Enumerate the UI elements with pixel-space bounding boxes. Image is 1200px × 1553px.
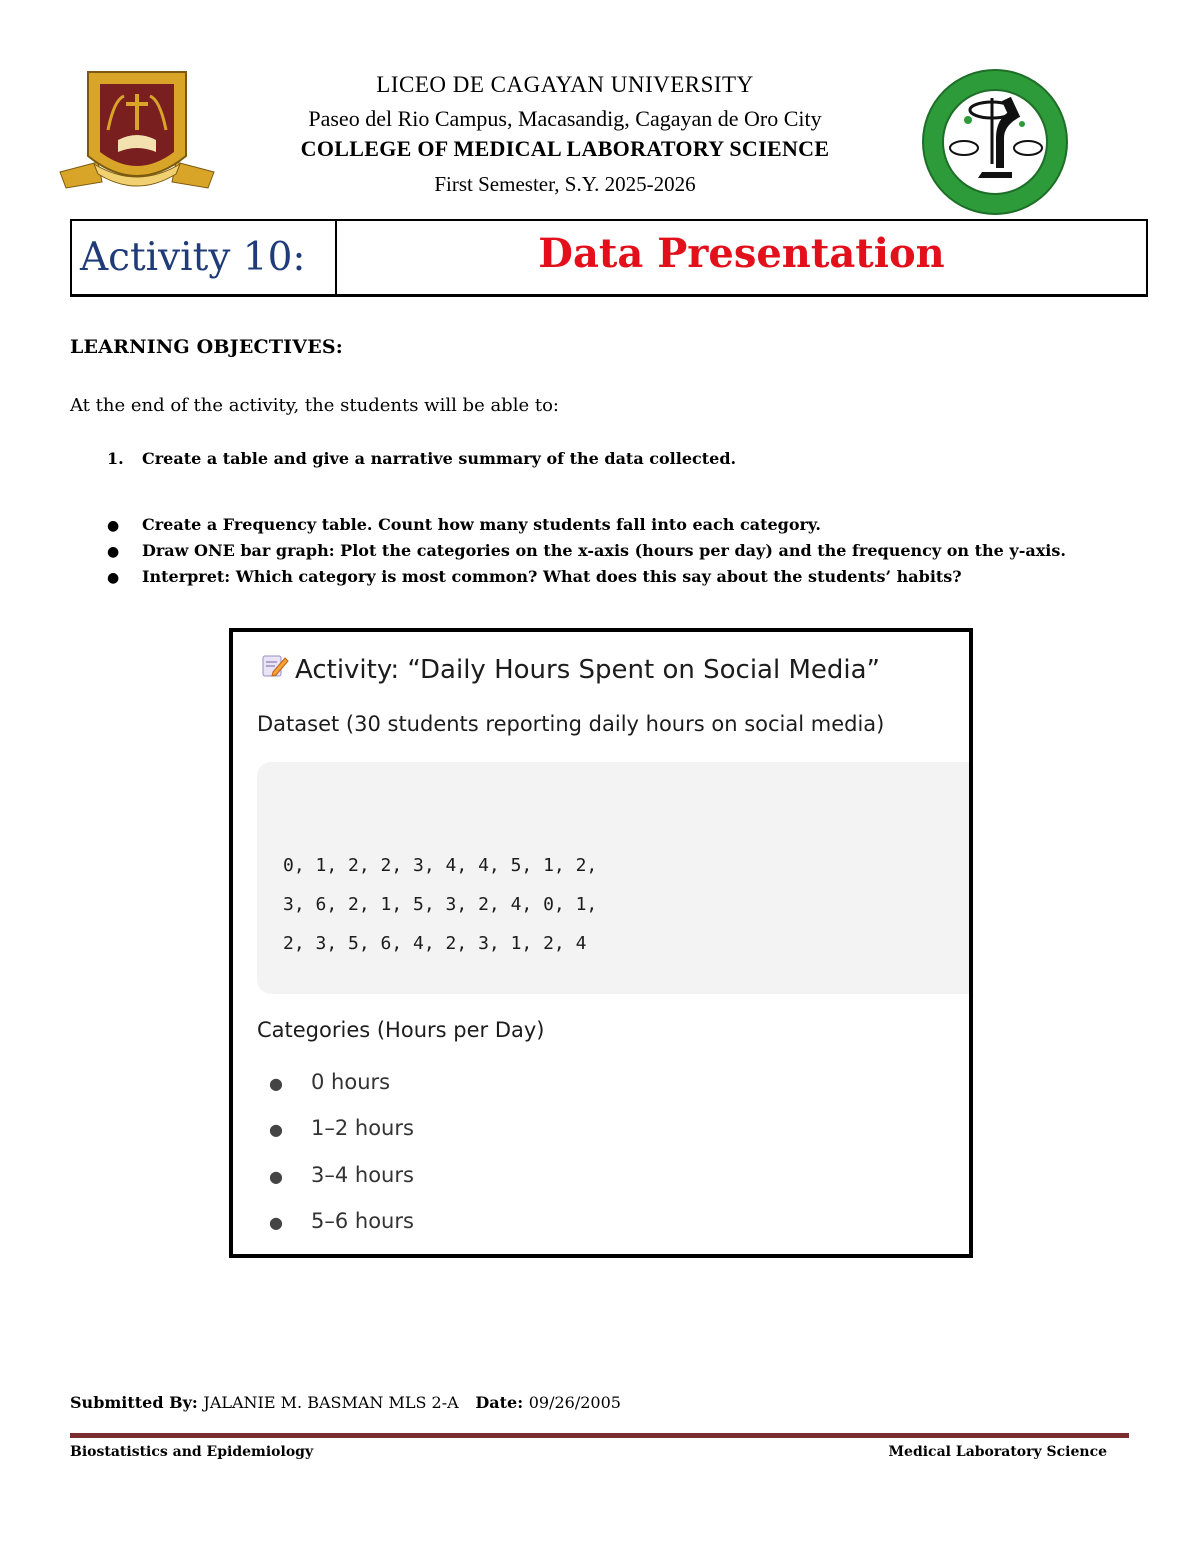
university-seal-logo — [58, 70, 216, 198]
semester-label: First Semester, S.Y. 2025-2026 — [434, 172, 696, 196]
screenshot-title-text: Activity: “Daily Hours Spent on Social Media” — [295, 655, 881, 685]
bullet-item — [107, 567, 1066, 593]
objectives-intro: At the end of the activity, the students will be able to: — [70, 395, 559, 416]
submission-date: 09/26/2005 — [528, 1393, 621, 1412]
objective-bullets — [107, 515, 1066, 593]
university-name: LICEO DE CAGAYAN UNIVERSITY — [376, 72, 754, 97]
college-name: COLLEGE OF MEDICAL LABORATORY SCIENCE — [300, 136, 830, 161]
campus-address: Paseo del Rio Campus, Macasandig, Cagayan de Oro City — [308, 106, 822, 131]
memo-pencil-icon — [261, 652, 295, 685]
bullet-text: Create a Frequency table. Count how many students fall into each category. — [142, 515, 821, 534]
data-line: 2, 3, 5, 6, 4, 2, 3, 1, 2, 4 — [283, 933, 587, 954]
dataset-code-block — [257, 762, 973, 994]
bullet-icon: ● — [269, 1167, 283, 1186]
objective-text: Create a table and give a narrative summary of the data collected. — [142, 449, 737, 468]
categories-heading: Categories (Hours per Day) — [257, 1018, 545, 1042]
bullet-text: Interpret: Which category is most common? What does this say about the students’ habits? — [142, 567, 962, 586]
bullet-text: Draw ONE bar graph: Plot the categories on the x-axis (hours per day) and the frequency on the y-axis. — [142, 541, 1066, 560]
category-item — [269, 1070, 390, 1094]
category-label: 0 hours — [311, 1070, 391, 1094]
category-label: 3–4 hours — [311, 1163, 414, 1187]
category-label: 1–2 hours — [311, 1116, 414, 1140]
bullet-icon: ● — [107, 518, 120, 534]
student-name: JALANIE M. BASMAN MLS 2-A — [203, 1393, 459, 1412]
bullet-item — [107, 515, 1066, 541]
medtech-seal-logo — [912, 68, 1078, 216]
dataset-screenshot — [229, 628, 973, 1258]
bullet-icon: ● — [107, 544, 120, 560]
footer-divider — [70, 1433, 1129, 1438]
bullet-icon: ● — [269, 1213, 283, 1232]
date-label: Date: — [475, 1393, 524, 1412]
objectives-heading: LEARNING OBJECTIVES: — [70, 336, 344, 358]
category-item — [269, 1209, 414, 1233]
bullet-icon: ● — [269, 1120, 283, 1139]
dataset-heading: Dataset (30 students reporting daily hours on social media) — [257, 712, 885, 736]
category-label: 5–6 hours — [311, 1209, 414, 1233]
numbered-objective — [107, 449, 736, 468]
category-item — [269, 1163, 414, 1187]
bullet-icon: ● — [269, 1074, 283, 1093]
activity-title-table — [70, 219, 1148, 297]
data-line: 0, 1, 2, 2, 3, 4, 4, 5, 1, 2, — [283, 855, 598, 876]
footer-program: Medical Laboratory Science — [888, 1444, 1107, 1460]
objective-number: 1. — [107, 449, 124, 468]
submitted-label: Submitted By: — [70, 1393, 198, 1412]
screenshot-title — [261, 652, 880, 685]
activity-number: Activity 10: — [72, 221, 337, 294]
bullet-item — [107, 541, 1066, 567]
footer-course: Biostatistics and Epidemiology — [70, 1444, 314, 1460]
activity-title: Data Presentation — [538, 230, 945, 277]
bullet-icon: ● — [107, 570, 120, 586]
data-line: 3, 6, 2, 1, 5, 3, 2, 4, 0, 1, — [283, 894, 598, 915]
submission-line — [70, 1393, 621, 1412]
category-item — [269, 1116, 414, 1140]
